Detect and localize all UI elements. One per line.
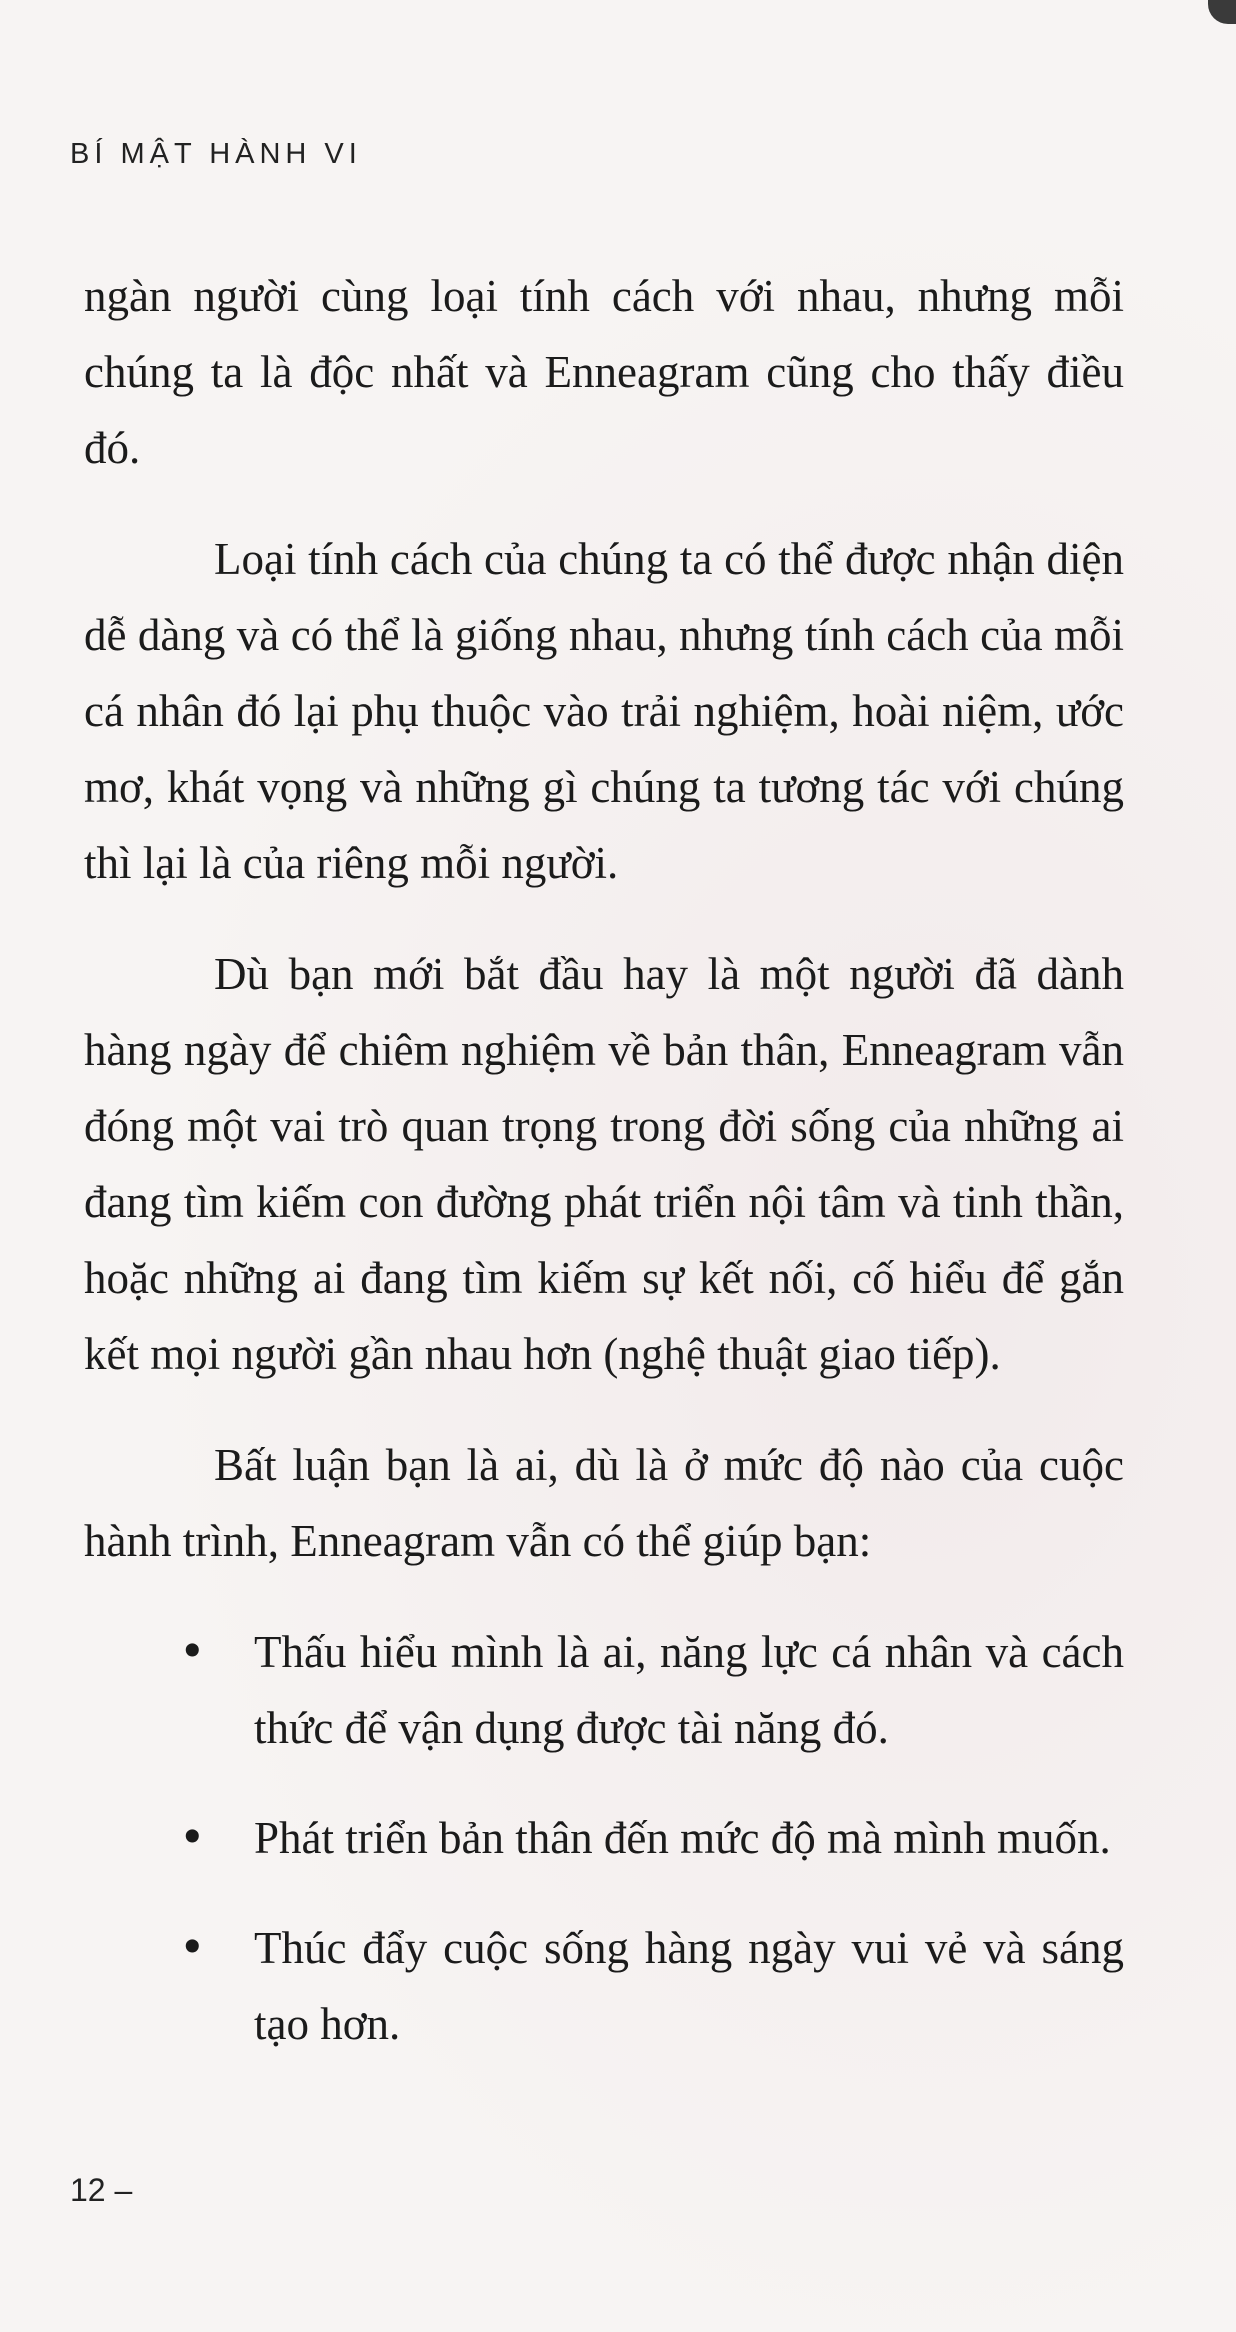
list-item [84,1910,1124,2062]
paragraph-intro-list: Bất luận bạn là ai, dù là ở mức độ nào của cuộc hành trình, Enneagram vẫn có thể giúp bạn: [84,1440,1124,1566]
benefit-list [84,1614,1124,2062]
list-item-text: Phát triển bản thân đến mức độ mà mình muốn. [254,1813,1111,1863]
bullet-icon: • [179,1811,206,1864]
list-item-text: Thấu hiểu mình là ai, năng lực cá nhân và cách thức để vận dụng được tài năng đó. [254,1627,1124,1753]
page-corner-mark [1208,0,1236,24]
list-item [84,1800,1124,1876]
body-text [84,258,1124,2096]
paragraph-continuation: ngàn người cùng loại tính cách với nhau, nhưng mỗi chúng ta là độc nhất và Enneagram cũng cho thấy điều đó. [84,271,1124,473]
bullet-icon: • [179,1921,206,1974]
page-number: 12 – [70,2172,133,2208]
bullet-icon: • [179,1625,206,1678]
list-item-text: Thúc đẩy cuộc sống hàng ngày vui vẻ và sáng tạo hơn. [254,1923,1124,2049]
paragraph: Loại tính cách của chúng ta có thể được nhận diện dễ dàng và có thể là giống nhau, nhưng tính cách của mỗi cá nhân đó lại phụ thuộc vào trải nghiệm, hoài niệm, ước mơ, khát vọng và những gì chúng ta tương tác với chúng thì lại là của riêng mỗi người. [84,534,1124,888]
list-item [84,1614,1124,1766]
paragraph: Dù bạn mới bắt đầu hay là một người đã dành hàng ngày để chiêm nghiệm về bản thân, Enneagram vẫn đóng một vai trò quan trọng trong đời sống của những ai đang tìm kiếm con đường phát triển nội tâm và tinh thần, hoặc những ai đang tìm kiếm sự kết nối, cố hiểu để gắn kết mọi người gần nhau hơn (nghệ thuật giao tiếp). [84,949,1124,1379]
running-header: BÍ MẬT HÀNH VI [70,138,362,170]
